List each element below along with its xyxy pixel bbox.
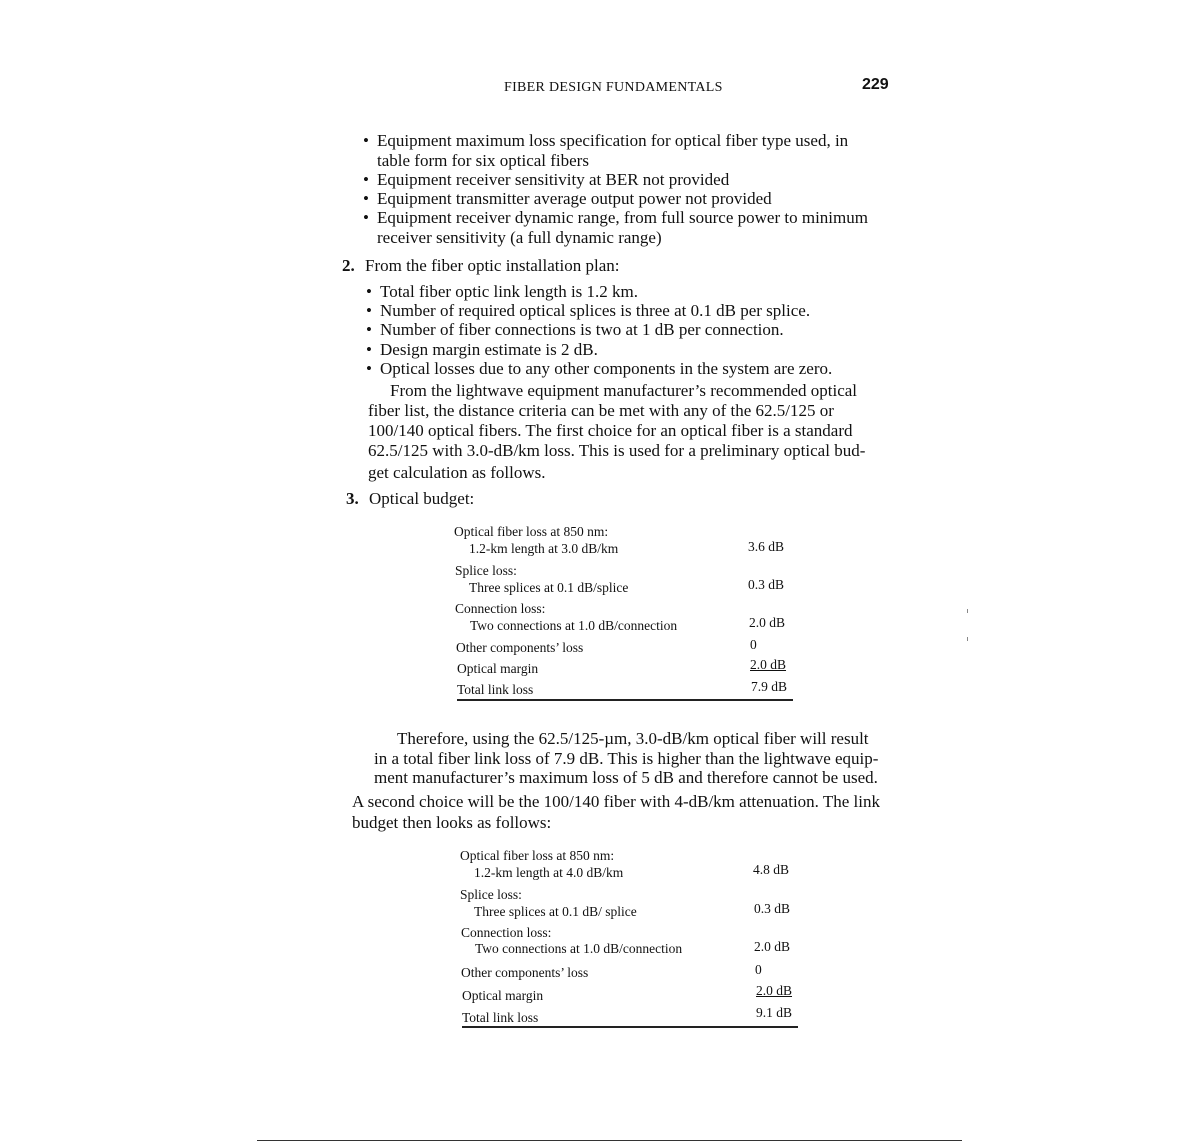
table-row-value: 9.1 dB [756, 1005, 793, 1020]
table-row-value: 2.0 dB [756, 983, 793, 998]
list-item: • Equipment transmitter average output power not provided [377, 189, 772, 208]
table-row-sublabel: 1.2-km length at 4.0 dB/km [474, 865, 624, 880]
table-row-value: 4.8 dB [753, 862, 790, 877]
list-item-continuation: receiver sensitivity (a full dynamic range) [377, 228, 662, 247]
list-item-continuation: table form for six optical fibers [377, 151, 589, 170]
table-row-sublabel: Three splices at 0.1 dB/ splice [474, 904, 637, 919]
table-row-label: Total link loss [462, 1010, 539, 1025]
paragraph-line: 100/140 optical fibers. The first choice for an optical fiber is a standard [368, 421, 853, 440]
page-number: 229 [862, 76, 889, 93]
table-row-label: Optical fiber loss at 850 nm: [460, 848, 615, 863]
paragraph-line: budget then looks as follows: [352, 813, 552, 832]
running-title: FIBER DESIGN FUNDAMENTALS [504, 80, 723, 95]
item-number: 3. [346, 489, 359, 508]
table-row-value: 2.0 dB [749, 615, 786, 630]
list-item: • Number of fiber connections is two at 1 dB per connection. [380, 320, 784, 339]
page-bottom-rule [257, 1140, 962, 1141]
table-row-value: 2.0 dB [754, 939, 791, 954]
table-row-label: Total link loss [457, 682, 534, 697]
scan-speck [967, 609, 968, 613]
paragraph-line: get calculation as follows. [368, 463, 546, 482]
table-row-value: 0.3 dB [754, 901, 791, 916]
item-number: 2. [342, 256, 355, 275]
table-row-label: Other components’ loss [456, 640, 584, 655]
table-row-sublabel: Two connections at 1.0 dB/connection [470, 618, 678, 633]
table-row-value: 2.0 dB [750, 657, 787, 672]
table-row-label: Optical margin [457, 661, 539, 676]
paragraph-line: in a total fiber link loss of 7.9 dB. This is higher than the lightwave equip- [374, 749, 879, 768]
table-bottom-rule [462, 1026, 798, 1028]
list-item: • Optical losses due to any other components in the system are zero. [380, 359, 832, 378]
list-item: • Equipment maximum loss specification for optical fiber type used, in [377, 131, 848, 150]
table-row-label: Connection loss: [461, 925, 552, 940]
scan-speck [967, 637, 968, 641]
table-row-label: Other components’ loss [461, 965, 589, 980]
paragraph-line: From the lightwave equipment manufacturer’s recommended optical [390, 381, 858, 400]
table-row-value: 0.3 dB [748, 577, 785, 592]
item-heading: From the fiber optic installation plan: [365, 256, 620, 275]
paragraph-line: 62.5/125 with 3.0-dB/km loss. This is used for a preliminary optical bud- [368, 441, 866, 460]
list-item: • Design margin estimate is 2 dB. [380, 340, 598, 359]
list-item: • Number of required optical splices is three at 0.1 dB per splice. [380, 301, 810, 320]
table-row-sublabel: Three splices at 0.1 dB/splice [469, 580, 629, 595]
table-row-label: Connection loss: [455, 601, 546, 616]
table-row-value: 0 [755, 962, 762, 977]
table-row-value: 3.6 dB [748, 539, 785, 554]
table-row-sublabel: 1.2-km length at 3.0 dB/km [469, 541, 619, 556]
paragraph-line: Therefore, using the 62.5/125-µm, 3.0-dB/km optical fiber will result [397, 729, 869, 748]
table-row-label: Splice loss: [460, 887, 522, 902]
list-item: • Equipment receiver dynamic range, from full source power to minimum [377, 208, 868, 227]
table-row-sublabel: Two connections at 1.0 dB/connection [475, 941, 683, 956]
list-item: • Equipment receiver sensitivity at BER not provided [377, 170, 729, 189]
table-row-label: Optical fiber loss at 850 nm: [454, 524, 609, 539]
item-heading: Optical budget: [369, 489, 475, 508]
list-item: • Total fiber optic link length is 1.2 km. [380, 282, 638, 301]
table-bottom-rule [457, 699, 793, 701]
table-row-label: Splice loss: [455, 563, 517, 578]
table-row-value: 7.9 dB [751, 679, 788, 694]
paragraph-line: ment manufacturer’s maximum loss of 5 dB and therefore cannot be used. [374, 768, 878, 787]
paragraph-line: fiber list, the distance criteria can be met with any of the 62.5/125 or [368, 401, 834, 420]
table-row-value: 0 [750, 637, 757, 652]
paragraph-line: A second choice will be the 100/140 fiber with 4-dB/km attenuation. The link [352, 792, 880, 811]
table-row-label: Optical margin [462, 988, 544, 1003]
